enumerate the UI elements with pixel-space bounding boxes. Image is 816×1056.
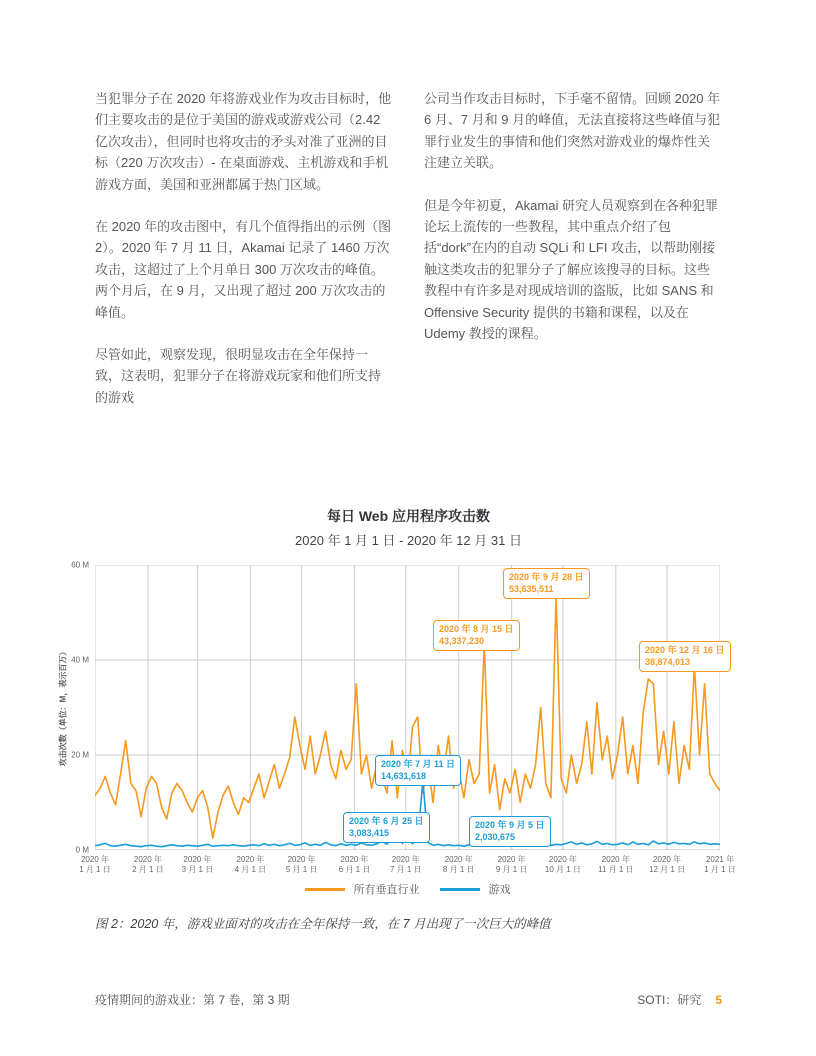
annotation-value: 38,874,013	[645, 657, 691, 667]
x-tick-label: 2020 年 3 月 1 日	[181, 855, 214, 874]
annotation-value: 2,030,675	[475, 832, 516, 842]
chart-annotation-sep28	[503, 568, 590, 599]
chart-canvas	[95, 565, 720, 850]
legend-item-all-verticals	[305, 881, 420, 897]
chart-annotation-jun25	[343, 812, 430, 843]
body-paragraph: 公司当作攻击目标时，下手毫不留情。回顾 2020 年 6 月、7 月和 9 月的峰值，无法直接将这些峰值与犯罪行业发生的事情和他们突然对游戏业的爆炸性关注建立关联。	[424, 91, 721, 171]
chart-title: 每日 Web 应用程序攻击数	[326, 508, 491, 524]
y-tick-label: 20 M	[71, 750, 89, 760]
x-tick-label: 2020 年 6 月 1 日	[338, 855, 371, 874]
y-tick-label: 40 M	[71, 655, 89, 665]
y-tick-label: 60 M	[71, 560, 89, 570]
annotation-date: 2020 年 9 月 28 日	[509, 572, 584, 582]
chart-annotation-dec16	[639, 641, 731, 672]
series-line-所有垂直行业	[95, 595, 720, 838]
x-tick-label: 2020 年 10 月 1 日	[544, 855, 581, 874]
x-tick-label: 2020 年 1 月 1 日	[79, 855, 111, 874]
footer-left-text: 疫情期间的游戏业：第 7 卷，第 3 期	[95, 993, 290, 1007]
chart-annotation-sep5	[469, 816, 551, 847]
x-tick-label: 2020 年 4 月 1 日	[234, 855, 267, 874]
annotation-value: 53,635,511	[509, 584, 554, 594]
x-tick-label: 2021 年 1 月 1 日	[704, 855, 736, 874]
y-tick-label: 0 M	[75, 845, 89, 855]
annotation-date: 2020 年 7 月 11 日	[381, 759, 456, 769]
x-tick-label: 2020 年 9 月 1 日	[495, 855, 528, 874]
x-tick-label: 2020 年 7 月 1 日	[389, 855, 422, 874]
chart-subtitle: 2020 年 1 月 1 日 - 2020 年 12 月 31 日	[295, 533, 522, 548]
body-paragraph: 当犯罪分子在 2020 年将游戏业作为攻击目标时，他们主要攻击的是位于美国的游戏或游戏公司（2.42 亿次攻击），但同时也将攻击的矛头对准了亚洲的目标（220 万次攻击）- 在桌面游戏、主机游戏和手机游戏方面，美国和亚洲都属于热门区域。	[95, 91, 392, 192]
body-paragraph: 在 2020 年的攻击图中，有几个值得指出的示例（图 2）。2020 年 7 月 11 日，Akamai 记录了 1460 万次攻击，这超过了上个月单日 300 万次攻击的峰值。两个月后，在 9 月，又出现了超过 200 万次攻击的峰值。	[95, 219, 392, 320]
text-column-right	[424, 88, 722, 344]
body-paragraph: 但是今年初夏，Akamai 研究人员观察到在各种犯罪论坛上流传的一些教程，其中重点介绍了包括“dork”在内的自动 SQLi 和 LFI 攻击，以帮助刚接触这类攻击的犯罪分子了解应该搜寻的目标。这些教程中有许多是对现成培训的盗版，比如 SANS 和 Offensive Security 提供的书籍和课程，以及在 Udemy 教授的课程。	[424, 197, 718, 342]
annotation-value: 3,083,415	[349, 828, 390, 838]
x-tick-label: 2020 年 2 月 1 日	[132, 855, 164, 874]
x-tick-label: 2020 年 11 月 1 日	[598, 855, 634, 874]
legend-label: 所有垂直行业	[353, 884, 420, 896]
annotation-value: 14,631,618	[381, 771, 427, 781]
chart-legend	[95, 881, 720, 897]
figure-caption: 图 2：2020 年，游戏业面对的攻击在全年保持一致，在 7 月出现了一次巨大的峰值	[95, 917, 551, 931]
attack-trend-chart	[95, 565, 725, 850]
text-column-left	[95, 88, 393, 408]
x-tick-label: 2020 年 5 月 1 日	[285, 855, 318, 874]
orange-line-swatch	[305, 888, 345, 891]
y-axis-label: 攻击次数（单位：M，表示百万）	[58, 647, 68, 767]
annotation-value: 43,337,230	[439, 636, 485, 646]
legend-label: 游戏	[488, 884, 511, 896]
annotation-date: 2020 年 9 月 5 日	[475, 820, 545, 830]
chart-title-block	[95, 506, 722, 549]
x-tick-label: 2020 年 12 月 1 日	[649, 855, 686, 874]
footer-right-text: SOTI：研究	[637, 993, 702, 1007]
x-axis-ticks	[79, 855, 736, 877]
blue-line-swatch	[440, 888, 480, 891]
annotation-date: 2020 年 8 月 15 日	[439, 624, 514, 634]
annotation-date: 2020 年 6 月 25 日	[349, 816, 424, 826]
x-tick-label: 2020 年 8 月 1 日	[442, 855, 475, 874]
body-paragraph: 尽管如此，观察发现，很明显攻击在全年保持一致，这表明，犯罪分子在将游戏玩家和他们所支持的游戏	[95, 347, 382, 405]
footer-right	[637, 991, 722, 1008]
legend-item-gaming	[440, 881, 511, 897]
page-footer	[95, 991, 722, 1008]
annotation-date: 2020 年 12 月 16 日	[645, 645, 725, 655]
chart-annotation-jul11	[375, 755, 461, 786]
page-number: 5	[715, 993, 722, 1007]
chart-annotation-aug15	[433, 620, 520, 651]
